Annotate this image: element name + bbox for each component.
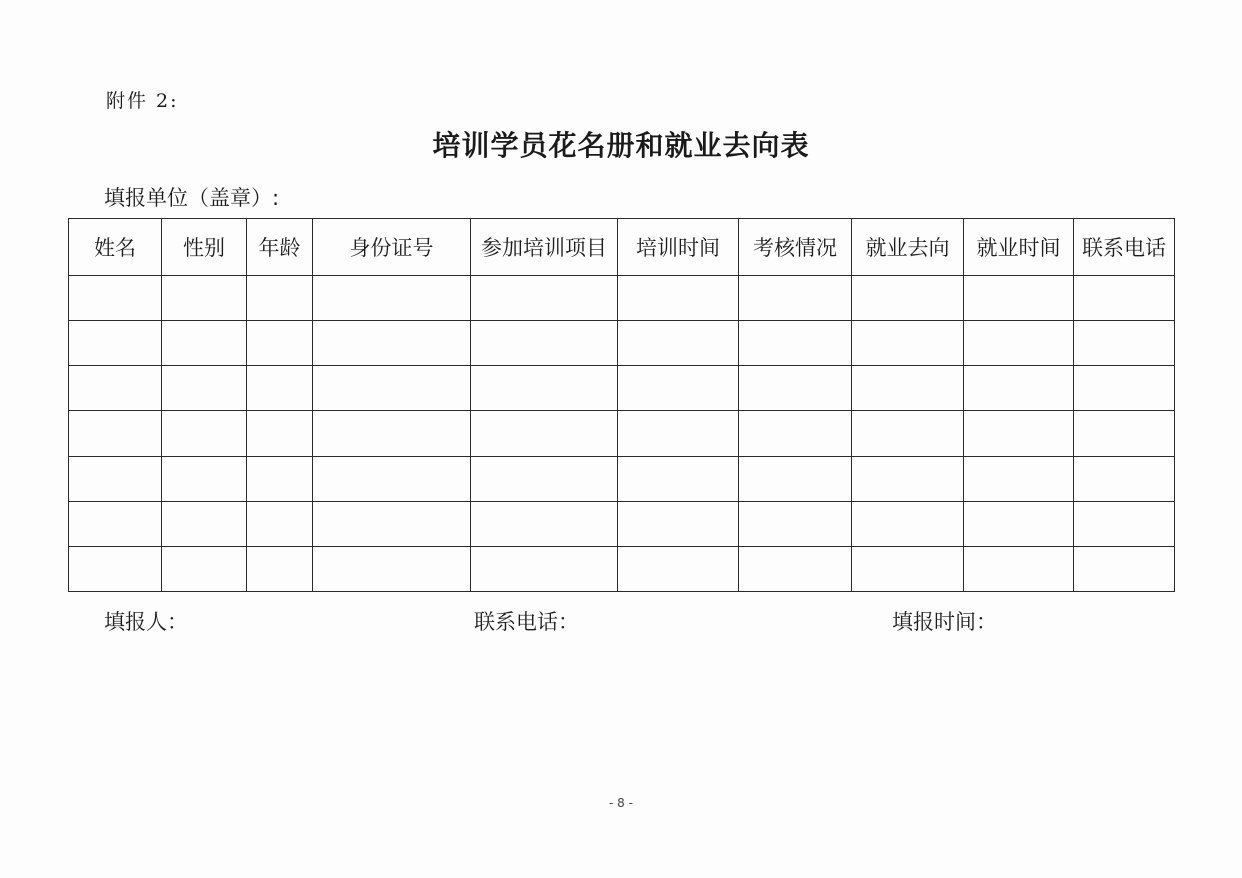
- table-cell: [471, 456, 618, 501]
- table-cell: [852, 411, 964, 456]
- column-header-employment-time: 就业时间: [964, 219, 1074, 276]
- table-cell: [247, 546, 313, 591]
- table-cell: [964, 321, 1074, 366]
- table-cell: [69, 276, 162, 321]
- table-header-row: [69, 219, 1175, 276]
- table-cell: [964, 501, 1074, 546]
- fill-date-label: 填报时间：: [892, 610, 997, 634]
- table-cell: [618, 321, 739, 366]
- table-cell: [313, 546, 471, 591]
- table-cell: [1074, 366, 1175, 411]
- table-cell: [69, 366, 162, 411]
- table-cell: [618, 411, 739, 456]
- table-cell: [1074, 501, 1175, 546]
- table-cell: [739, 501, 852, 546]
- column-header-employment-destination: 就业去向: [852, 219, 964, 276]
- column-header-id-number: 身份证号: [313, 219, 471, 276]
- table-cell: [162, 546, 247, 591]
- table-cell: [313, 276, 471, 321]
- table-cell: [852, 321, 964, 366]
- table-cell: [162, 411, 247, 456]
- table-cell: [247, 276, 313, 321]
- column-header-training-program: 参加培训项目: [471, 219, 618, 276]
- table-cell: [471, 501, 618, 546]
- table-cell: [69, 411, 162, 456]
- table-cell: [313, 321, 471, 366]
- table-cell: [739, 366, 852, 411]
- table-cell: [471, 366, 618, 411]
- table-row: [69, 546, 1175, 591]
- table-cell: [1074, 456, 1175, 501]
- table-cell: [964, 546, 1074, 591]
- table-cell: [69, 456, 162, 501]
- table-cell: [247, 501, 313, 546]
- table-cell: [313, 456, 471, 501]
- table-cell: [471, 546, 618, 591]
- table-cell: [313, 366, 471, 411]
- table-cell: [471, 411, 618, 456]
- table-cell: [247, 411, 313, 456]
- table-cell: [1074, 546, 1175, 591]
- column-header-contact-phone: 联系电话: [1074, 219, 1175, 276]
- column-header-assessment: 考核情况: [739, 219, 852, 276]
- table-cell: [471, 321, 618, 366]
- table-body: [69, 276, 1175, 592]
- table-row: [69, 501, 1175, 546]
- table-cell: [471, 276, 618, 321]
- table-cell: [739, 321, 852, 366]
- table-cell: [964, 366, 1074, 411]
- table-cell: [852, 456, 964, 501]
- column-header-age: 年龄: [247, 219, 313, 276]
- table-cell: [739, 546, 852, 591]
- table-row: [69, 456, 1175, 501]
- table-cell: [162, 501, 247, 546]
- table-cell: [162, 276, 247, 321]
- table-row: [69, 366, 1175, 411]
- table-cell: [964, 456, 1074, 501]
- table-cell: [739, 276, 852, 321]
- table-cell: [618, 366, 739, 411]
- page-number: - 8 -: [609, 796, 633, 810]
- table-cell: [618, 276, 739, 321]
- table-row: [69, 276, 1175, 321]
- table-cell: [739, 456, 852, 501]
- table-cell: [69, 501, 162, 546]
- column-header-gender: 性别: [162, 219, 247, 276]
- attachment-label: 附件 2:: [106, 90, 179, 112]
- table-cell: [247, 321, 313, 366]
- table-row: [69, 411, 1175, 456]
- column-header-training-time: 培训时间: [618, 219, 739, 276]
- table-cell: [739, 411, 852, 456]
- table-cell: [247, 456, 313, 501]
- table-cell: [852, 366, 964, 411]
- table-cell: [1074, 321, 1175, 366]
- table-cell: [69, 546, 162, 591]
- table-cell: [313, 501, 471, 546]
- reporting-unit-label: 填报单位（盖章）:: [104, 186, 280, 210]
- table-cell: [162, 366, 247, 411]
- table-cell: [618, 546, 739, 591]
- table-cell: [69, 321, 162, 366]
- table-cell: [1074, 411, 1175, 456]
- table-cell: [618, 501, 739, 546]
- table-cell: [618, 456, 739, 501]
- table-cell: [247, 366, 313, 411]
- filler-label: 填报人：: [104, 610, 188, 634]
- page-title: 培训学员花名册和就业去向表: [432, 129, 810, 162]
- table-cell: [162, 456, 247, 501]
- table-cell: [1074, 276, 1175, 321]
- table-cell: [313, 411, 471, 456]
- column-header-name: 姓名: [69, 219, 162, 276]
- table-cell: [852, 546, 964, 591]
- contact-phone-label: 联系电话：: [474, 610, 579, 634]
- table-cell: [852, 276, 964, 321]
- table-cell: [162, 321, 247, 366]
- table-cell: [852, 501, 964, 546]
- table-row: [69, 321, 1175, 366]
- trainee-roster-table: [68, 218, 1175, 592]
- table-cell: [964, 276, 1074, 321]
- table-cell: [964, 411, 1074, 456]
